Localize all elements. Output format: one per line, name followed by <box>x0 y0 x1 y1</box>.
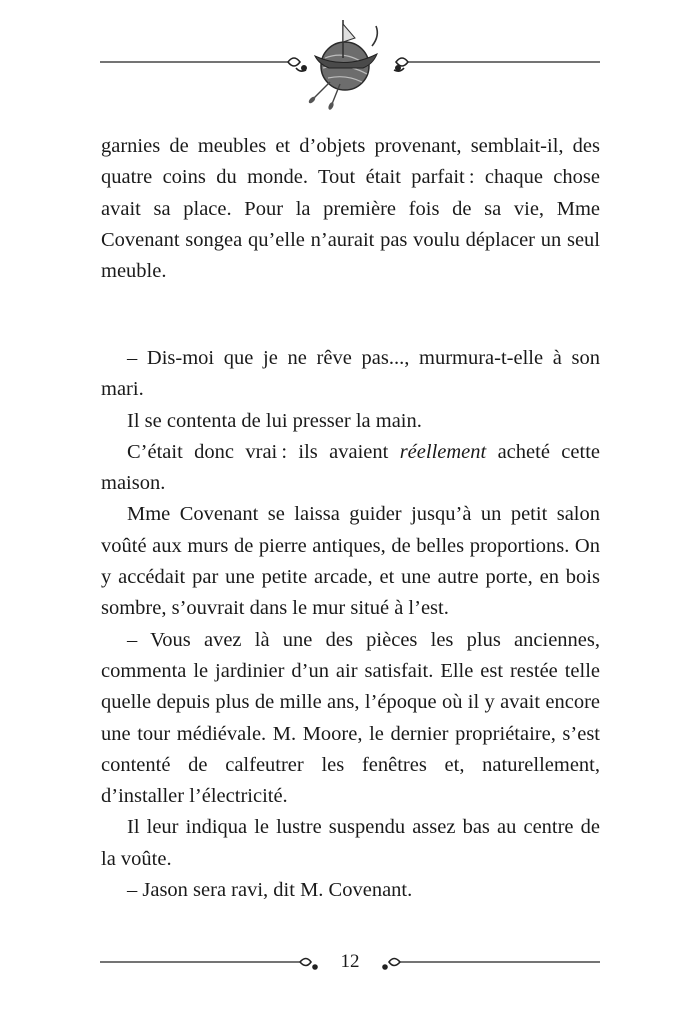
left-flourish-icon <box>288 58 306 71</box>
footer-left-flourish-icon <box>300 959 317 970</box>
paragraph-4: Mme Covenant se laissa guider jusqu’à un petit salon voûté aux murs de pierre antiques, de belles proportions. On y accédait par une petite arcade, et une autre porte, en bois sombre, s’ouvrait dans le mur situé à l’est. <box>101 503 600 620</box>
text-block-main <box>101 343 600 906</box>
paragraph-dialogue-5: – Vous avez là une des pièces les plus anciennes, commenta le jardinier d’un air satisfait. Elle est restée telle quelle depuis plus de mille ans, l’époque où il y avait encore une tour médiévale. M. Moore, le dernier propriétaire, s’est contenté de calfeutrer les fenêtres et, naturellement, d’installer l’électricité. <box>101 628 600 808</box>
page-number: 12 <box>340 951 360 972</box>
paragraph-dialogue-7: – Jason sera ravi, dit M. Covenant. <box>127 879 413 902</box>
header-ornament <box>0 0 700 115</box>
right-flourish-icon <box>394 58 408 71</box>
paragraph-continuation: garnies de meubles et d’objets provenant, semblait-il, des quatre coins du monde. Tout était parfait : chaque chose avait sa place. Pour la première fois de sa vie, Mme Covenant songea qu’elle n’aurait pas voulu déplacer un seul meuble. <box>101 135 600 283</box>
paragraph-6: Il leur indiqua le lustre suspendu assez bas au centre de la voûte. <box>101 816 600 870</box>
paragraph-3 <box>101 437 600 500</box>
paragraph-2: Il se contenta de lui presser la main. <box>127 409 422 432</box>
paragraph-dialogue-1: – Dis-moi que je ne rêve pas..., murmura-t-elle à son mari. <box>101 347 600 401</box>
text-block-top <box>101 131 600 287</box>
paragraph-3-part-b: acheté cette maison. <box>101 440 600 495</box>
paragraph-3-part-a: C’était donc vrai : ils avaient <box>127 440 400 463</box>
footer-right-flourish-icon <box>383 959 400 970</box>
ship-emblem-icon <box>308 20 378 111</box>
emphasis-reellement: réellement <box>399 440 487 463</box>
